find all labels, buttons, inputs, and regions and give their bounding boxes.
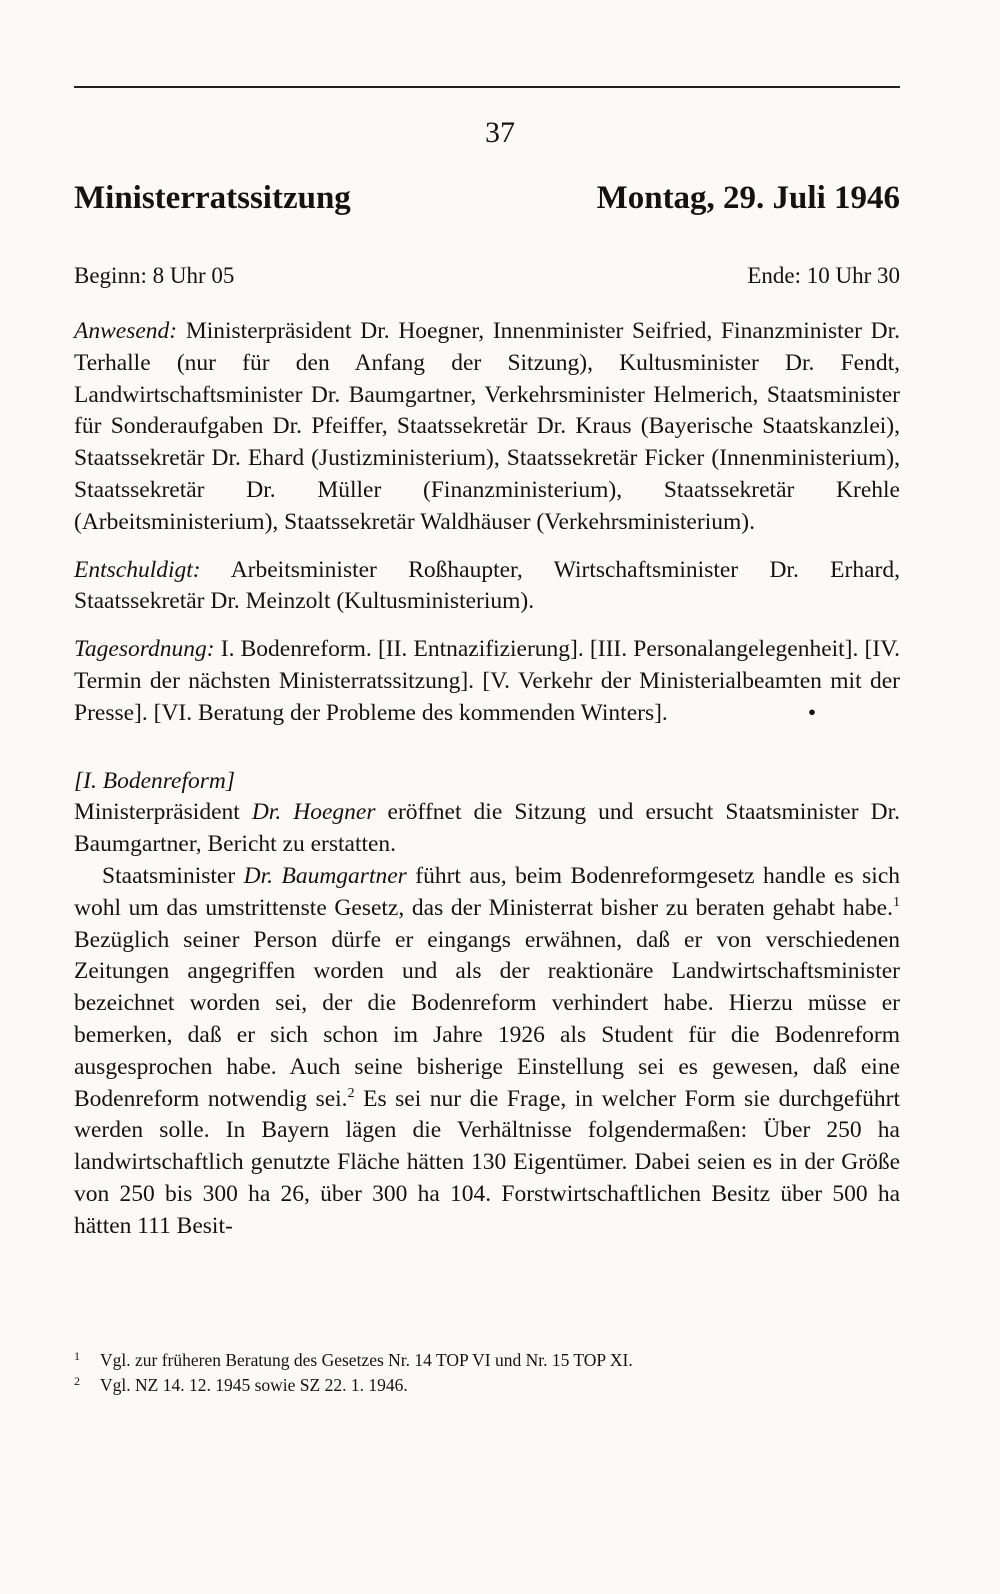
end-time: Ende: 10 Uhr 30	[747, 263, 900, 288]
attendance-present	[74, 316, 900, 539]
footnote-ref-1[interactable]: 1	[892, 893, 900, 910]
agenda-text: I. Bodenreform. [II. Entnazifizierung]. [III. Personalangelegenheit]. [IV. Termin der nächsten Ministerratssitzung]. [V. Verkehr der Ministerialbeamten mit der Presse]. [VI. Beratung der Probleme des kommenden Winters].	[74, 636, 901, 726]
footnote-ref-2[interactable]: 2	[347, 1084, 355, 1101]
protocol-number: 37	[485, 116, 515, 149]
footnotes	[74, 1348, 900, 1398]
speaker-name: Dr. Baumgartner	[243, 862, 407, 889]
begin-time: Beginn: 8 Uhr 05	[74, 263, 235, 288]
stray-mark: •	[807, 699, 817, 726]
footnote	[74, 1348, 900, 1373]
agenda	[74, 634, 900, 729]
speaker-name: Dr. Hoegner	[251, 799, 376, 826]
footnote-text: Vgl. zur früheren Beratung des Gesetzes Nr. 14 TOP VI und Nr. 15 TOP XI.	[100, 1350, 633, 1370]
excused-label: Entschuldigt:	[74, 556, 201, 583]
paragraph-1	[74, 797, 900, 861]
footnote-number: 2	[74, 1374, 80, 1388]
paragraph-2	[74, 861, 900, 1243]
meeting-date: Montag, 29. Juli 1946	[596, 180, 900, 216]
attendance-excused	[74, 555, 900, 619]
p2-text-d: Es sei nur die Frage, in welcher Form sie durchgeführt werden solle. In Bayern lägen die Verhältnisse folgendermaßen: Über 250 ha landwirtschaftlich genutzte Fläche hätten 130 Eigentümer. Dabei seien es in der Größe von 250 bis 300 ha 26, über 300 ha 104. Forstwirtschaftlichen Besitz über 500 ha hätten 111 Besit-	[74, 1085, 900, 1239]
top-rule	[74, 86, 900, 88]
excused-text: Arbeitsminister Roßhaupter, Wirtschaftsminister Dr. Erhard, Staatssekretär Dr. Meinzolt (Kultusministerium).	[74, 556, 900, 615]
p2-text-c: Bezüglich seiner Person dürfe er eingangs erwähnen, daß er von verschiedenen Zeitungen angegriffen worden und als der reaktionäre Landwirtschaftsminister bezeichnet worden sei, der die Bodenreform verhindert habe. Hierzu müsse er bemerken, daß er sich schon im Jahre 1926 als Student für die Bodenreform ausgesprochen habe. Auch seine bisherige Einstellung sei es gewesen, daß eine Bodenreform notwendig sei.	[74, 926, 900, 1112]
section-heading-text: [I. Bodenreform]	[74, 767, 236, 794]
p2-text-a: Staatsminister	[102, 862, 244, 889]
title-row	[74, 178, 900, 218]
p1-text-a: Ministerpräsident	[74, 799, 252, 826]
section-heading	[74, 766, 900, 798]
p1-text-b: eröffnet die Sitzung und ersucht Staatsminister Dr. Baumgartner, Bericht zu erstatten.	[74, 799, 900, 858]
meeting-title: Ministerratssitzung	[74, 180, 351, 216]
p2-text-b: führt aus, beim Bodenreformgesetz handle es sich wohl um das umstrittenste Gesetz, das der Ministerrat bisher zu beraten gehabt habe.	[74, 862, 901, 921]
footnote-number: 1	[74, 1349, 80, 1363]
agenda-label: Tagesordnung:	[74, 636, 215, 663]
present-text: Ministerpräsident Dr. Hoegner, Innenminister Seifried, Finanzminister Dr. Terhalle (nur für den Anfang der Sitzung), Kultusminister Dr. Fendt, Landwirtschaftsminister Dr. Baumgartner, Verkehrsminister Helmerich, Staatsminister für Sonderaufgaben Dr. Pfeiffer, Staatssekretär Dr. Kraus (Bayerische Staatskanzlei), Staatssekretär Dr. Ehard (Justizministerium), Staatssekretär Ficker (Innenministerium), Staatssekretär Dr. Müller (Finanzministerium), Staatssekretär Krehle (Arbeitsministerium), Staatssekretär Waldhäuser (Verkehrsministerium).	[74, 318, 901, 535]
footnote	[74, 1373, 900, 1398]
time-row	[74, 262, 900, 290]
body-text	[74, 316, 900, 1243]
present-label: Anwesend:	[74, 318, 178, 344]
footnote-text: Vgl. NZ 14. 12. 1945 sowie SZ 22. 1. 1946.	[100, 1375, 408, 1395]
